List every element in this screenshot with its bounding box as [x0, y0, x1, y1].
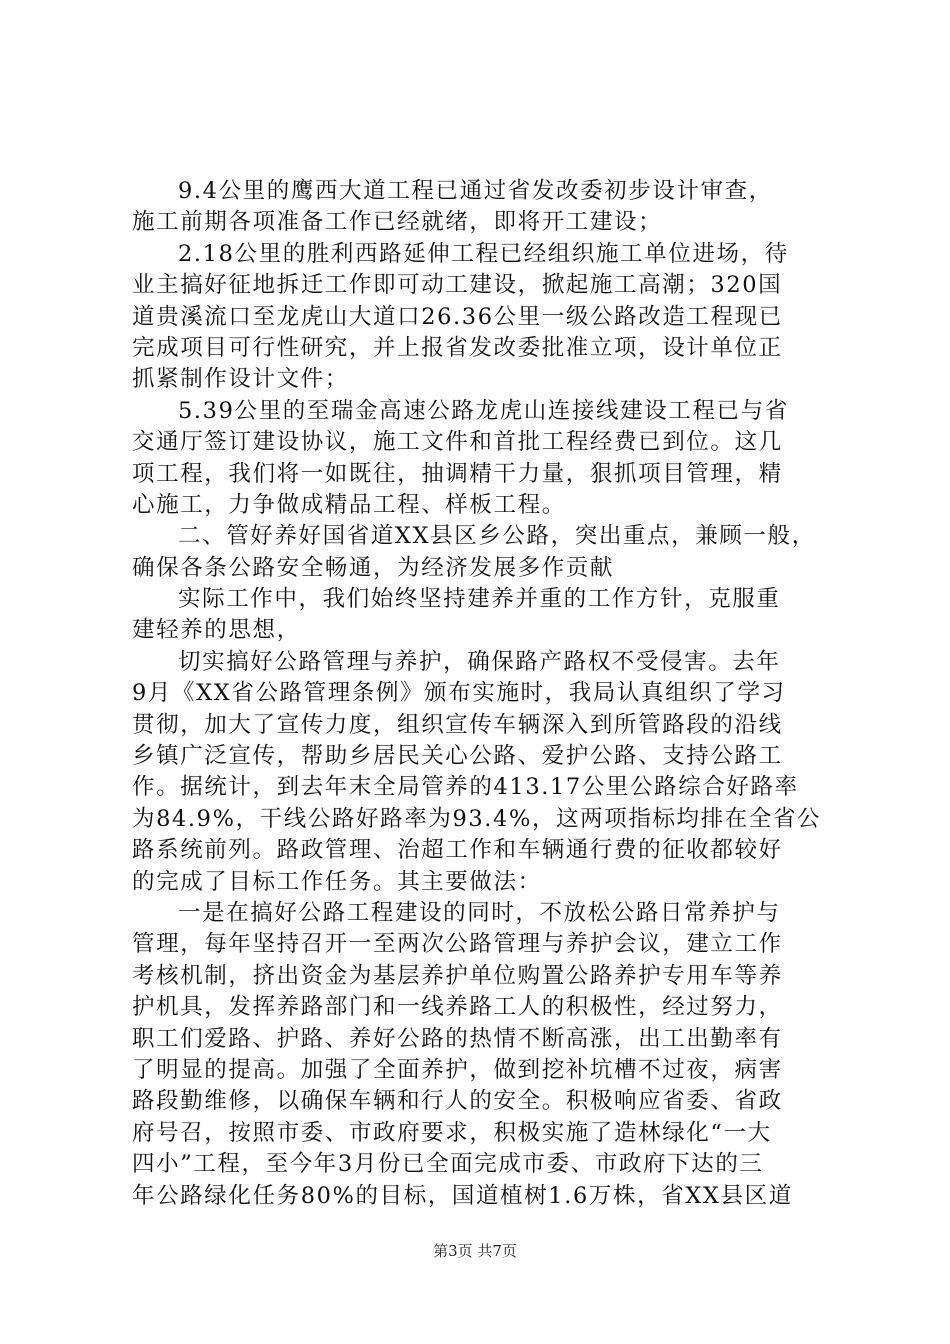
text-line: 5.39公里的至瑞金高速公路龙虎山连接线建设工程已与省 [178, 397, 789, 424]
text-line: 心施工，力争做成精品工程、样板工程。 [132, 491, 566, 518]
document-body [132, 176, 842, 1212]
text-line: 实际工作中，我们始终坚持建养并重的工作方针，克服重 [178, 586, 781, 613]
text-line: 了明显的提高。加强了全面养护，做到挖补坑槽不过夜，病害 [132, 1056, 783, 1083]
text-line: 的完成了目标工作任务。其主要做法： [132, 868, 542, 895]
text-line: 护机具，发挥养路部门和一线养路工人的积极性，经过努力， [132, 994, 783, 1021]
text-line: 9月《XX省公路管理条例》颁布实施时，我局认真组织了学习 [132, 680, 786, 707]
text-line: 年公路绿化任务80%的目标，国道植树1.6万株，省XX县区道 [132, 1182, 793, 1209]
page-footer: 第3页 共7页 [433, 1242, 517, 1260]
text-line: 切实搞好公路管理与养护，确保路产路权不受侵害。去年 [178, 648, 781, 675]
text-line: 为84.9%，干线公路好路率为93.4%，这两项指标均排在全省公 [132, 805, 822, 832]
text-line: 职工们爱路、护路、养好公路的热情不断高涨，出工出勤率有 [132, 1025, 783, 1052]
text-line: 施工前期各项准备工作已经就绪，即将开工建设； [132, 209, 663, 236]
text-line: 府号召，按照市委、市政府要求，积极实施了造林绿化“一大 [132, 1119, 772, 1146]
text-line: 四小”工程，至今年3月份已全面完成市委、市政府下达的三 [132, 1151, 764, 1178]
text-line: 路段勤维修，以确保车辆和行人的安全。积极响应省委、省政 [132, 1088, 783, 1115]
text-line: 抓紧制作设计文件； [132, 366, 349, 393]
text-line: 确保各条公路安全畅通，为经济发展多作贡献 [132, 554, 615, 581]
text-line: 项工程，我们将一如既往，抽调精干力量，狠抓项目管理，精 [132, 460, 783, 487]
text-line: 二、管好养好国省道XX县区乡公路，突出重点，兼顾一般， [178, 523, 816, 550]
text-line: 路系统前列。路政管理、治超工作和车辆通行费的征收都较好 [132, 837, 783, 864]
text-line: 业主搞好征地拆迁工作即可动工建设，掀起施工高潮；320国 [132, 272, 783, 299]
text-line: 完成项目可行性研究，并上报省发改委批准立项，设计单位正 [132, 334, 783, 361]
text-line: 交通厅签订建设协议，施工文件和首批工程经费已到位。这几 [132, 429, 783, 456]
text-line: 道贵溪流口至龙虎山大道口26.36公里一级公路改造工程现已 [132, 303, 783, 330]
text-line: 管理，每年坚持召开一至两次公路管理与养护会议，建立工作 [132, 931, 783, 958]
text-line: 作。据统计，到去年末全局管养的413.17公里公路综合好路率 [132, 774, 799, 801]
text-line: 9.4公里的鹰西大道工程已通过省发改委初步设计审查， [178, 178, 773, 204]
text-line: 建轻养的思想， [132, 617, 301, 644]
text-line: 2.18公里的胜利西路延伸工程已经组织施工单位进场，待 [178, 240, 789, 267]
text-line: 乡镇广泛宣传，帮助乡居民关心公路、爱护公路、支持公路工 [132, 743, 783, 770]
text-line: 一是在搞好公路工程建设的同时，不放松公路日常养护与 [178, 899, 781, 926]
text-line: 考核机制，挤出资金为基层养护单位购置公路养护专用车等养 [132, 962, 783, 989]
text-line: 贯彻，加大了宣传力度，组织宣传车辆深入到所管路段的沿线 [132, 711, 783, 738]
